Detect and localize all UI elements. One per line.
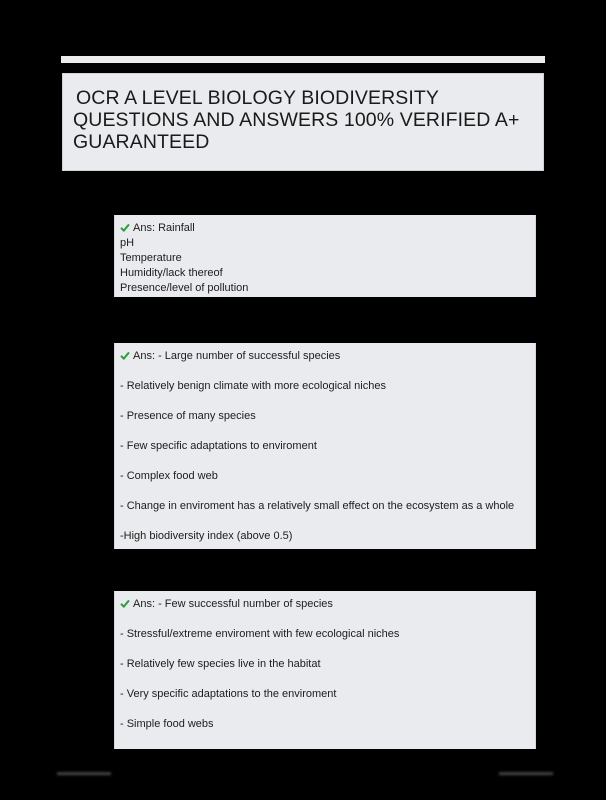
check-icon <box>120 223 130 232</box>
answer-line: pH <box>120 237 135 249</box>
check-icon <box>120 599 130 608</box>
footer-watermark-right: ▬▬▬▬▬▬ <box>499 767 553 777</box>
document-title-box <box>62 73 544 171</box>
answer-line: Temperature <box>120 252 182 264</box>
footer-watermark-left: ▬▬▬▬▬▬ <box>57 767 111 777</box>
answer-line <box>120 221 530 236</box>
answer-line: -High biodiversity index (above 0.5) <box>120 530 293 542</box>
answer-line: - Change in enviroment has a relatively small effect on the ecosystem as a whole <box>120 500 515 512</box>
answer-text: Ans: Rainfall <box>133 222 195 234</box>
answer-text: Ans: - Few successful number of species <box>133 598 333 610</box>
title-line-3: GUARANTEED <box>73 131 210 153</box>
document-title <box>73 87 533 153</box>
answer-line <box>120 349 530 364</box>
title-line-1: OCR A LEVEL BIOLOGY BIODIVERSITY <box>76 87 439 109</box>
answer-line: - Very specific adaptations to the enviroment <box>120 688 337 700</box>
answer-line: - Stressful/extreme enviroment with few ecological niches <box>120 628 400 640</box>
answer-line: - Relatively benign climate with more ecological niches <box>120 380 386 392</box>
answer-text: Ans: - Large number of successful species <box>133 350 341 362</box>
answer-line: - Few specific adaptations to enviroment <box>120 440 317 452</box>
answer-line: - Relatively few species live in the habitat <box>120 658 321 670</box>
answer-line: Humidity/lack thereof <box>120 267 223 279</box>
answer-line: - Simple food webs <box>120 718 214 730</box>
answer-block-3 <box>114 591 536 749</box>
answer-block-1 <box>114 215 536 297</box>
answer-line: - Presence of many species <box>120 410 256 422</box>
check-icon <box>120 351 130 360</box>
answer-line <box>120 597 530 612</box>
answer-line: - Complex food web <box>120 470 218 482</box>
answer-block-2 <box>114 343 536 549</box>
top-divider <box>61 56 545 63</box>
answer-line: Presence/level of pollution <box>120 282 249 294</box>
title-line-2: QUESTIONS AND ANSWERS 100% VERIFIED A+ <box>73 109 520 131</box>
